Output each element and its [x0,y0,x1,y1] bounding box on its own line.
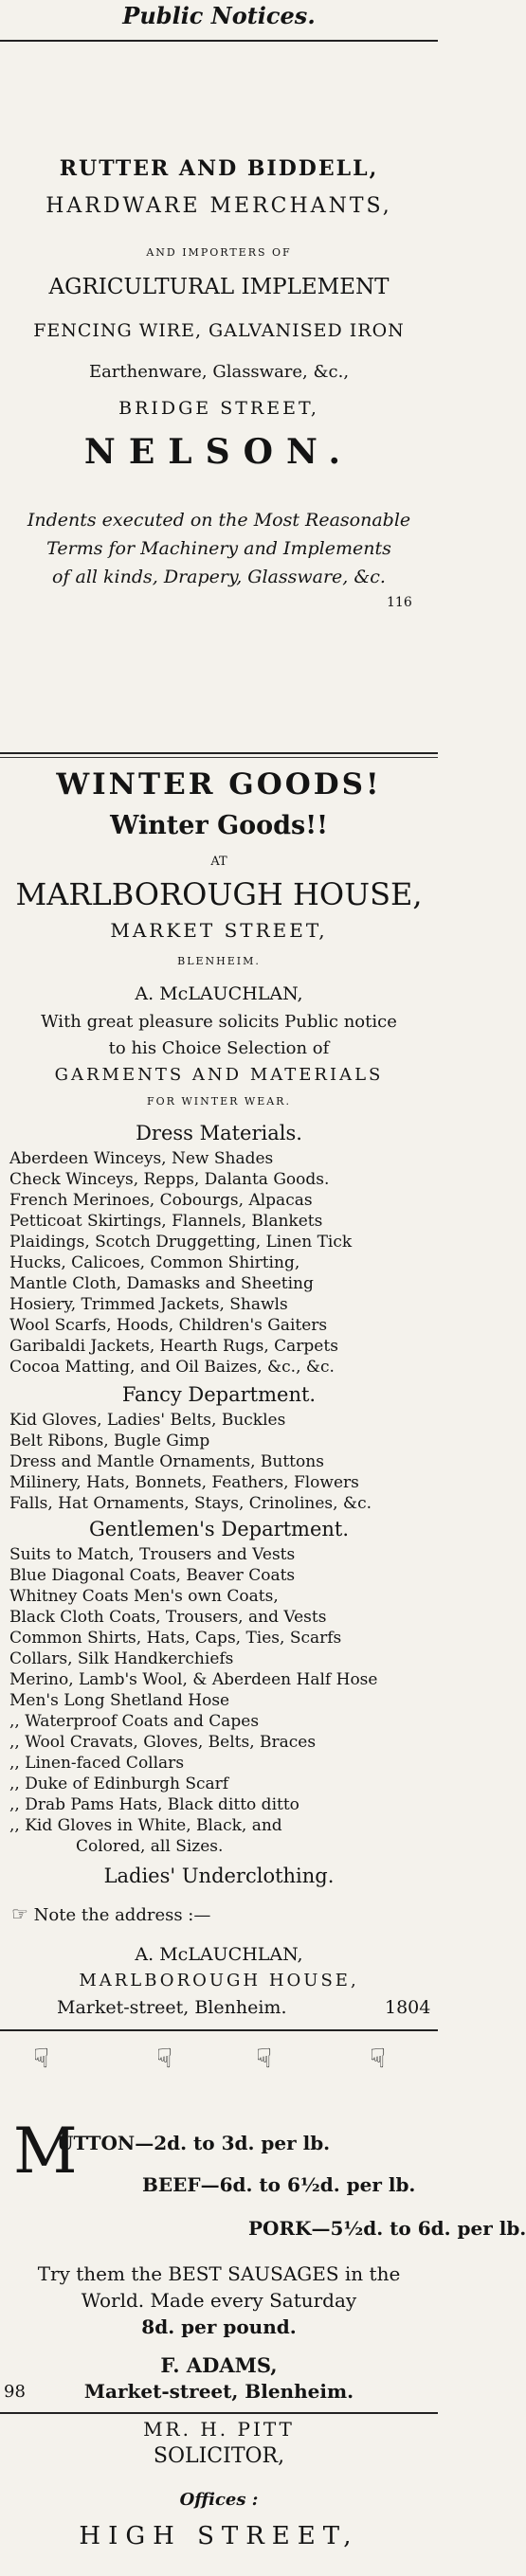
divider [0,752,438,754]
pointing-hand-icon: ☟ [370,2043,387,2074]
list-item: Garibaldi Jackets, Hearth Rugs, Carpets [9,1337,338,1356]
list-item: ,, Linen-faced Collars [9,1754,185,1773]
gentlemens-department-list [0,1544,447,1857]
ad-intro-1: With great pleasure solicits Public notice [41,1012,397,1032]
offices-street: HIGH STREET, [79,2522,359,2550]
price-pork: PORK—5½d. to 6d. per lb. [248,2217,526,2240]
ad-line-fencing: FENCING WIRE, GALVANISED IRON [33,320,405,341]
ladies-underclothing-title: Ladies' Underclothing. [103,1864,335,1887]
gentlemens-department-title: Gentlemen's Department. [88,1518,350,1540]
solicitor-title: SOLICITOR, [153,2444,285,2468]
sausage-line-3: 8d. per pound. [141,2315,297,2338]
ad-intro-4: FOR WINTER WEAR. [147,1095,291,1108]
list-item: Milinery, Hats, Bonnets, Feathers, Flowers [9,1473,359,1492]
note-address-text: Note the address :— [33,1905,211,1925]
list-item: Collars, Silk Handkerchiefs [9,1649,234,1668]
ad-number: 1804 [385,1997,431,2018]
ad-house-name: MARLBOROUGH HOUSE, [15,876,423,912]
fancy-department-title: Fancy Department. [121,1383,317,1406]
list-item: Colored, all Sizes. [76,1837,224,1856]
list-item: ,, Duke of Edinburgh Scarf [9,1774,229,1793]
section-title: Public Notices. [122,2,316,29]
ad-subhead: Winter Goods!! [110,811,328,840]
list-item: Blue Diagonal Coats, Beaver Coats [9,1566,296,1585]
ad-line-bridge-street: BRIDGE STREET, [118,398,319,419]
list-item: ,, Drab Pams Hats, Black ditto ditto [9,1795,299,1814]
list-item: French Merinoes, Cobourgs, Alpacas [9,1191,313,1210]
sausage-line-1: Try them the BEST SAUSAGES in the [37,2262,401,2285]
list-item: Aberdeen Winceys, New Shades [9,1149,274,1168]
ad-number: 98 [4,2382,26,2402]
signature-street: Market-street, Blenheim. [57,1997,287,2018]
pointing-hand-icon: ☟ [156,2043,173,2074]
list-item: Black Cloth Coats, Trousers, and Vests [9,1608,327,1627]
pointing-hand-icon: ☞ [11,1902,28,1925]
dress-materials-list [0,1148,447,1378]
list-item: ,, Kid Gloves in White, Black, and [9,1816,282,1835]
ad-italic-line-2: Terms for Machinery and Implements [46,538,391,559]
ad-line-earthenware: Earthenware, Glassware, &c., [88,362,350,382]
ad-at: AT [210,855,227,869]
ad-line-agricultural: AGRICULTURAL IMPLEMENT [48,275,390,299]
list-item: Merino, Lamb's Wool, & Aberdeen Half Hose [9,1670,378,1689]
adams-name: F. ADAMS, [160,2353,278,2377]
pointing-hand-icon: ☟ [33,2043,50,2074]
list-item: Suits to Match, Trousers and Vests [9,1545,296,1564]
list-item: Mantle Cloth, Damasks and Sheeting [9,1274,314,1293]
ad-intro-2: to his Choice Selection of [108,1038,330,1058]
list-item: Hucks, Calicoes, Common Shirting, [9,1253,300,1272]
ad-intro-3: GARMENTS AND MATERIALS [54,1065,384,1085]
dress-materials-title: Dress Materials. [136,1122,302,1144]
header-rule [0,40,438,42]
ad-headline: WINTER GOODS! [56,767,382,802]
list-item: Whitney Coats Men's own Coats, [9,1587,279,1606]
ad-italic-line-3: of all kinds, Drapery, Glassware, &c. [52,567,386,587]
list-item: Cocoa Matting, and Oil Baizes, &c., &c. [9,1358,335,1377]
note-address [11,1902,449,1925]
ad-number: 116 [387,595,412,610]
drop-cap: M [13,2115,78,2188]
ad-street: MARKET STREET, [110,919,328,942]
ad-line-importers: AND IMPORTERS OF [146,246,292,259]
list-item: ,, Waterproof Coats and Capes [9,1712,260,1731]
solicitor-name: MR. H. PITT [143,2418,295,2441]
ad-proprietor: A. McLAUCHLAN, [135,983,303,1004]
list-item: Check Winceys, Repps, Dalanta Goods. [9,1170,330,1189]
list-item: Common Shirts, Hats, Caps, Ties, Scarfs [9,1629,342,1648]
list-item: Falls, Hat Ornaments, Stays, Crinolines, &c. [9,1494,372,1513]
list-item: Hosiery, Trimmed Jackets, Shawls [9,1295,288,1314]
divider [0,2412,438,2414]
divider [0,757,438,758]
ad-town: BLENHEIM. [177,955,261,967]
pointing-hand-icon: ☟ [256,2043,273,2074]
sausage-line-2: World. Made every Saturday [81,2289,357,2312]
list-item: ,, Wool Cravats, Gloves, Belts, Braces [9,1733,317,1752]
list-item: Belt Ribons, Bugle Gimp [9,1432,210,1450]
list-item: Men's Long Shetland Hose [9,1691,230,1710]
ad-business-name: RUTTER AND BIDDELL, [59,156,379,181]
price-beef: BEEF—6d. to 6½d. per lb. [142,2173,416,2196]
price-mutton: UTTON—2d. to 3d. per lb. [57,2132,331,2154]
adams-street: Market-street, Blenheim. [83,2380,354,2403]
list-item: Petticoat Skirtings, Flannels, Blankets [9,1212,323,1231]
divider [0,2029,438,2031]
list-item: Plaidings, Scotch Druggetting, Linen Tick [9,1233,353,1252]
offices-label: Offices : [179,2490,259,2510]
ad-italic-line-1: Indents executed on the Most Reasonable [27,510,411,531]
list-item: Dress and Mantle Ornaments, Buttons [9,1452,324,1471]
signature-house: MARLBOROUGH HOUSE, [79,1971,359,1991]
ad-town-nelson: NELSON. [83,432,354,472]
fancy-department-list [0,1410,447,1514]
ad-line-hardware: HARDWARE MERCHANTS, [45,194,392,218]
signature-name: A. McLAUCHLAN, [135,1944,303,1965]
list-item: Kid Gloves, Ladies' Belts, Buckles [9,1411,286,1430]
list-item: Wool Scarfs, Hoods, Children's Gaiters [9,1316,328,1335]
